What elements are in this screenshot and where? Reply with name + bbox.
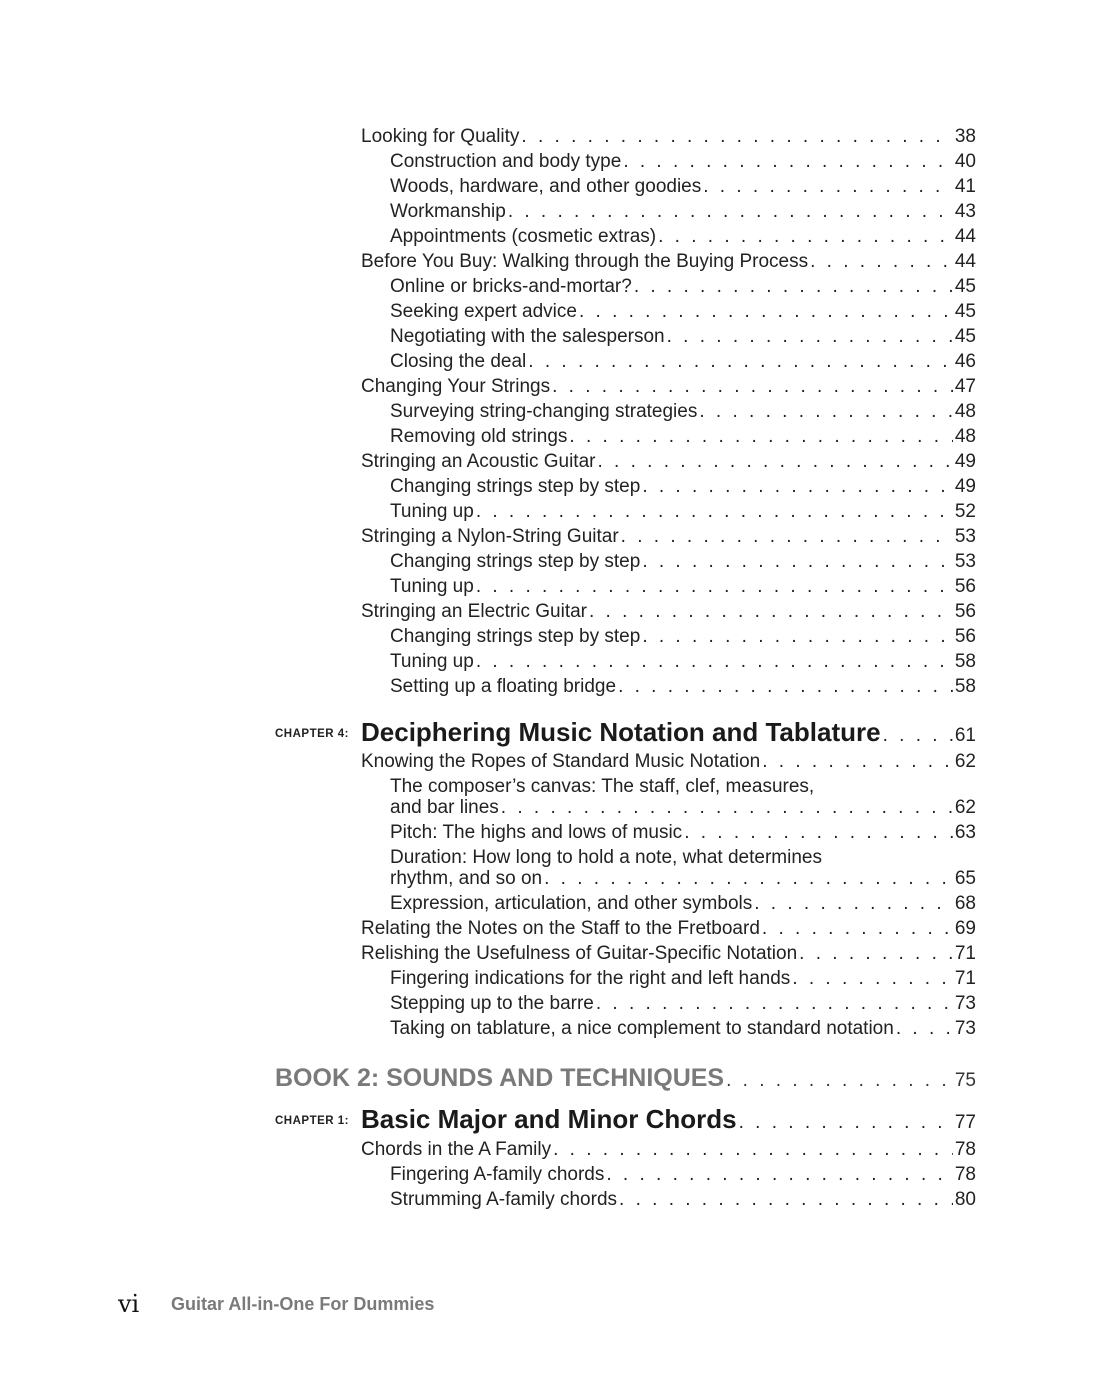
toc-entry-title: Stringing an Electric Guitar bbox=[361, 601, 587, 622]
toc-entry-title: Changing strings step by step bbox=[390, 476, 641, 497]
toc-subentry[interactable] bbox=[390, 174, 976, 199]
toc-entry-title: Fingering A-family chords bbox=[390, 1164, 605, 1185]
toc-page-number: 48 bbox=[954, 401, 976, 422]
toc-entry[interactable] bbox=[361, 749, 976, 774]
toc-entry-title: Relating the Notes on the Staff to the Fretboard bbox=[361, 918, 760, 939]
toc-page-number: 56 bbox=[954, 576, 976, 597]
toc-page-number: 73 bbox=[954, 1018, 976, 1039]
running-footer-title: Guitar All-in-One For Dummies bbox=[171, 1294, 435, 1314]
dot-leader bbox=[810, 249, 953, 274]
toc-page-number: 58 bbox=[954, 676, 976, 697]
chapter-label: CHAPTER 1: bbox=[275, 1115, 350, 1127]
toc-entry[interactable] bbox=[361, 1137, 976, 1162]
toc-entry-title: Knowing the Ropes of Standard Music Notation bbox=[361, 751, 761, 772]
dot-leader bbox=[528, 349, 953, 374]
dot-leader bbox=[596, 991, 953, 1016]
toc-subentry[interactable] bbox=[390, 649, 976, 674]
toc-subentry[interactable] bbox=[390, 1187, 976, 1212]
toc-entry-title: Changing strings step by step bbox=[390, 551, 641, 572]
toc-entry-title: Before You Buy: Walking through the Buying Process bbox=[361, 251, 809, 272]
toc-subentry[interactable] bbox=[390, 424, 976, 449]
dot-leader bbox=[634, 274, 953, 299]
toc-entry[interactable] bbox=[361, 916, 976, 941]
toc-entry-title: Online or bricks-and-mortar? bbox=[390, 276, 632, 297]
toc-entry-title: Woods, hardware, and other goodies bbox=[390, 176, 702, 197]
toc-page-number: 62 bbox=[954, 797, 976, 818]
toc-page-number: 43 bbox=[954, 201, 976, 222]
dot-leader bbox=[762, 749, 953, 774]
toc-subentry[interactable] bbox=[390, 991, 976, 1016]
toc-entry-title: Removing old strings bbox=[390, 426, 568, 447]
dot-leader bbox=[754, 891, 953, 916]
dot-leader bbox=[569, 424, 952, 449]
toc-page-number: 65 bbox=[954, 868, 976, 889]
toc-page-number: 48 bbox=[954, 426, 976, 447]
toc-subentry[interactable] bbox=[390, 820, 976, 845]
toc-page-number: 45 bbox=[954, 326, 976, 347]
toc-subentry[interactable] bbox=[390, 966, 976, 991]
toc-entry-title: Setting up a floating bridge bbox=[390, 676, 617, 697]
dot-leader bbox=[501, 795, 953, 820]
toc-entry-title: rhythm, and so on bbox=[390, 868, 543, 889]
dot-leader bbox=[667, 324, 953, 349]
chapter-label: CHAPTER 4: bbox=[275, 728, 350, 740]
toc-subentry[interactable] bbox=[390, 795, 976, 820]
dot-leader bbox=[552, 374, 953, 399]
toc-subentry[interactable] bbox=[390, 149, 976, 174]
chapter-title: Basic Major and Minor Chords bbox=[361, 1104, 737, 1134]
dot-leader bbox=[621, 524, 953, 549]
dot-leader bbox=[699, 399, 953, 424]
chapter-heading[interactable] bbox=[361, 1103, 976, 1139]
toc-entry-title: Chords in the A Family bbox=[361, 1139, 552, 1160]
dot-leader bbox=[883, 720, 953, 752]
dot-leader bbox=[642, 549, 953, 574]
toc-page-number: 47 bbox=[954, 376, 976, 397]
toc-page-number: 45 bbox=[954, 301, 976, 322]
toc-page-number: 78 bbox=[954, 1164, 976, 1185]
toc-page-number: 77 bbox=[954, 1112, 976, 1133]
toc-entry-title: Changing strings step by step bbox=[390, 626, 641, 647]
toc-entry-title: Seeking expert advice bbox=[390, 301, 577, 322]
toc-page-number: 63 bbox=[954, 822, 976, 843]
dot-leader bbox=[508, 199, 953, 224]
dot-leader bbox=[658, 224, 953, 249]
toc-page-number: 38 bbox=[954, 126, 976, 147]
dot-leader bbox=[726, 1065, 953, 1097]
toc-entry[interactable] bbox=[361, 449, 976, 474]
book-heading[interactable] bbox=[275, 1062, 976, 1097]
toc-entry[interactable] bbox=[361, 124, 976, 149]
toc-subentry[interactable] bbox=[390, 399, 976, 424]
toc-entry[interactable] bbox=[361, 524, 976, 549]
dot-leader bbox=[684, 820, 953, 845]
dot-leader bbox=[553, 1137, 953, 1162]
dot-leader bbox=[579, 299, 953, 324]
toc-subentry[interactable] bbox=[390, 866, 976, 891]
dot-leader bbox=[544, 866, 953, 891]
toc-page-number: 41 bbox=[954, 176, 976, 197]
dot-leader bbox=[618, 674, 953, 699]
toc-entry-title: Changing Your Strings bbox=[361, 376, 551, 397]
toc-entry[interactable] bbox=[361, 249, 976, 274]
toc-subentry[interactable] bbox=[390, 499, 976, 524]
toc-page-number: 71 bbox=[954, 943, 976, 964]
toc-subentry[interactable] bbox=[390, 474, 976, 499]
dot-leader bbox=[476, 574, 953, 599]
dot-leader bbox=[476, 649, 953, 674]
toc-page-number: 45 bbox=[954, 276, 976, 297]
dot-leader bbox=[476, 499, 953, 524]
toc-entry-title: Closing the deal bbox=[390, 351, 527, 372]
toc-subentry[interactable] bbox=[390, 549, 976, 574]
toc-subentry[interactable] bbox=[390, 574, 976, 599]
toc-subentry[interactable] bbox=[390, 199, 976, 224]
toc-page-number: 58 bbox=[954, 651, 976, 672]
toc-subentry[interactable] bbox=[390, 891, 976, 916]
toc-page-number: 73 bbox=[954, 993, 976, 1014]
dot-leader bbox=[792, 966, 953, 991]
toc-subentry[interactable] bbox=[390, 324, 976, 349]
toc-entry[interactable] bbox=[361, 374, 976, 399]
toc-entry-title: Relishing the Usefulness of Guitar-Specific Notation bbox=[361, 943, 798, 964]
toc-entry-title: Workmanship bbox=[390, 201, 506, 222]
dot-leader bbox=[589, 599, 953, 624]
dot-leader bbox=[619, 1187, 953, 1212]
dot-leader bbox=[521, 124, 952, 149]
toc-page-number: 56 bbox=[954, 601, 976, 622]
dot-leader bbox=[799, 941, 953, 966]
toc-page-number: 52 bbox=[954, 501, 976, 522]
toc-entry-title: Strumming A-family chords bbox=[390, 1189, 618, 1210]
toc-entry-title: Tuning up bbox=[390, 501, 474, 522]
dot-leader bbox=[642, 624, 953, 649]
dot-leader bbox=[623, 149, 953, 174]
toc-subentry[interactable] bbox=[390, 349, 976, 374]
toc-subentry[interactable] bbox=[390, 624, 976, 649]
toc-page-number: 78 bbox=[954, 1139, 976, 1160]
toc-page-number: 56 bbox=[954, 626, 976, 647]
toc-subentry[interactable] bbox=[390, 274, 976, 299]
toc-entry-title: Appointments (cosmetic extras) bbox=[390, 226, 657, 247]
toc-subentry[interactable] bbox=[390, 299, 976, 324]
toc-entry[interactable] bbox=[361, 599, 976, 624]
toc-entry-title: Pitch: The highs and lows of music bbox=[390, 822, 683, 843]
toc-page-number: 49 bbox=[954, 451, 976, 472]
chapter-title: Deciphering Music Notation and Tablature bbox=[361, 717, 881, 747]
toc-entry-title: Tuning up bbox=[390, 651, 474, 672]
toc-entry-title: Taking on tablature, a nice complement to standard notation bbox=[390, 1018, 894, 1039]
dot-leader bbox=[762, 916, 953, 941]
toc-subentry[interactable] bbox=[390, 1162, 976, 1187]
toc-page-number: 46 bbox=[954, 351, 976, 372]
toc-entry-title: Stepping up to the barre bbox=[390, 993, 594, 1014]
toc-entry-title: Stringing an Acoustic Guitar bbox=[361, 451, 596, 472]
toc-entry-title: Expression, articulation, and other symbols bbox=[390, 893, 753, 914]
toc-subentry[interactable] bbox=[390, 224, 976, 249]
toc-entry-title: Stringing a Nylon-String Guitar bbox=[361, 526, 619, 547]
toc-page-number: 75 bbox=[954, 1070, 976, 1091]
toc-page-number: 61 bbox=[954, 725, 976, 746]
toc-subentry[interactable] bbox=[390, 674, 976, 699]
toc-entry-title: Surveying string-changing strategies bbox=[390, 401, 698, 422]
toc-entry-title: Fingering indications for the right and left hands bbox=[390, 968, 791, 989]
dot-leader bbox=[896, 1016, 953, 1041]
toc-entry-title: Construction and body type bbox=[390, 151, 622, 172]
toc-entry-title: Tuning up bbox=[390, 576, 474, 597]
toc-entry-title: and bar lines bbox=[390, 797, 499, 818]
toc-page-number: 44 bbox=[954, 226, 976, 247]
toc-page-number: 80 bbox=[954, 1189, 976, 1210]
toc-page-number: 53 bbox=[954, 551, 976, 572]
toc-page-number: 53 bbox=[954, 526, 976, 547]
dot-leader bbox=[739, 1107, 953, 1139]
toc-subentry-line1: Duration: How long to hold a note, what determines bbox=[390, 847, 822, 868]
page-number: vi bbox=[118, 1290, 140, 1318]
dot-leader bbox=[642, 474, 953, 499]
book-title: BOOK 2: SOUNDS AND TECHNIQUES bbox=[275, 1064, 725, 1092]
toc-page-number: 62 bbox=[954, 751, 976, 772]
toc-entry[interactable] bbox=[361, 941, 976, 966]
dot-leader bbox=[606, 1162, 952, 1187]
chapter-heading[interactable] bbox=[361, 716, 976, 752]
toc-page-number: 44 bbox=[954, 251, 976, 272]
toc-page-number: 71 bbox=[954, 968, 976, 989]
toc-subentry-line1: The composer’s canvas: The staff, clef, measures, bbox=[390, 776, 815, 797]
dot-leader bbox=[703, 174, 953, 199]
toc-page-number: 49 bbox=[954, 476, 976, 497]
dot-leader bbox=[597, 449, 952, 474]
toc-entry-title: Negotiating with the salesperson bbox=[390, 326, 665, 347]
toc-page-number: 40 bbox=[954, 151, 976, 172]
toc-entry-title: Looking for Quality bbox=[361, 126, 520, 147]
toc-page-number: 69 bbox=[954, 918, 976, 939]
toc-page-number: 68 bbox=[954, 893, 976, 914]
toc-subentry[interactable] bbox=[390, 1016, 976, 1041]
